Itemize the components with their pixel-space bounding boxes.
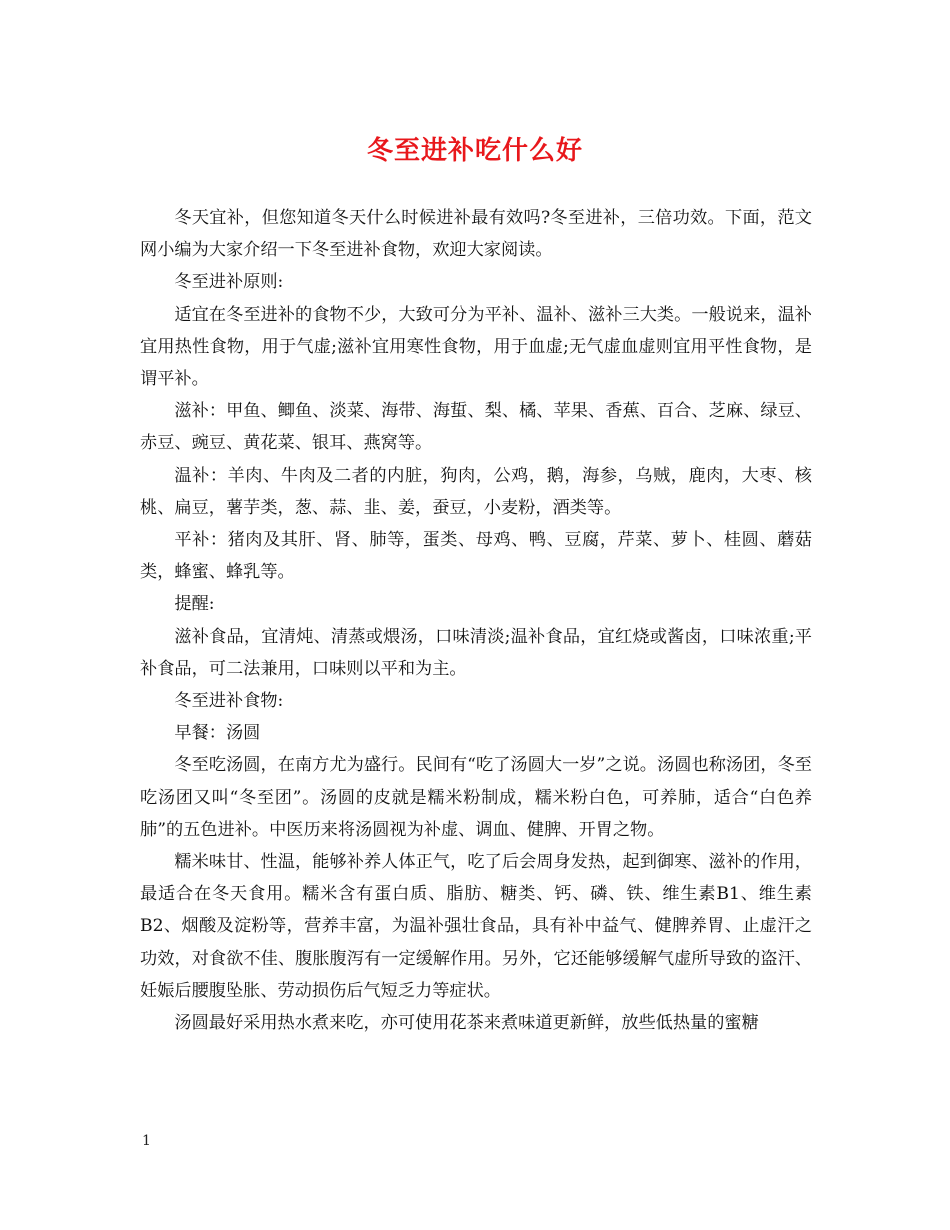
paragraph-reminder: 滋补食品，宜清炖、清蒸或煨汤，口味清淡;温补食品，宜红烧或酱卤，口味浓重;平补食品，可二法兼用，口味则以平和为主。	[140, 626, 812, 679]
paragraph-cooking: 汤圆最好采用热水煮来吃，亦可使用花茶来煮味道更新鲜，放些低热量的蜜糖	[174, 1013, 759, 1034]
page-number: 1	[142, 1133, 151, 1149]
paragraph-breakfast: 早餐：汤圆	[174, 723, 261, 744]
paragraph-tangyuan: 冬至吃汤圆，在南方尤为盛行。民间有“吃了汤圆大一岁”之说。汤圆也称汤团，冬至吃汤团又叫“冬至团”。汤圆的皮就是糯米粉制成，糯米粉白色，可养肺，适合“白色养肺”的五色进补。中医历来将汤圆视为补虚、调血、健脾、开胃之物。	[140, 755, 812, 840]
paragraph-principle: 适宜在冬至进补的食物不少，大致可分为平补、温补、滋补三大类。一般说来，温补宜用热性食物，用于气虚;滋补宜用寒性食物，用于血虚;无气虚血虚则宜用平性食物，是谓平补。	[140, 304, 812, 390]
page-title: 冬至进补吃什么好	[366, 136, 583, 166]
paragraph-principle-heading: 冬至进补原则:	[174, 272, 284, 293]
paragraph-nourishing: 滋补：甲鱼、鲫鱼、淡菜、海带、海蜇、梨、橘、苹果、香蕉、百合、芝麻、绿豆、赤豆、豌豆、黄花菜、银耳、燕窝等。	[140, 401, 812, 454]
paragraph-glutinous-rice: 糯米味甘、性温，能够补养人体正气，吃了后会周身发热，起到御寒、滋补的作用，最适合在冬天食用。糯米含有蛋白质、脂肪、糖类、钙、磷、铁、维生素B1、维生素B2、烟酸及淀粉等，营养丰富，为温补强壮食品，具有补中益气、健脾养胃、止虚汗之功效，对食欲不佳、腹胀腹泻有一定缓解作用。另外，它还能够缓解气虚所导致的盗汗、妊娠后腰腹坠胀、劳动损伤后气短乏力等症状。	[140, 852, 812, 1001]
paragraph-warming: 温补：羊肉、牛肉及二者的内脏，狗肉，公鸡，鹅，海参，乌贼，鹿肉，大枣、核桃、扁豆，薯芋类，葱、蒜、韭、姜，蚕豆，小麦粉，酒类等。	[140, 465, 812, 518]
paragraph-intro: 冬天宜补，但您知道冬天什么时候进补最有效吗?冬至进补，三倍功效。下面，范文网小编为大家介绍一下冬至进补食物，欢迎大家阅读。	[140, 208, 812, 261]
paragraph-reminder-heading: 提醒:	[174, 594, 215, 615]
paragraph-foods-heading: 冬至进补食物:	[174, 691, 284, 712]
document-body	[140, 202, 812, 1039]
paragraph-neutral: 平补：猪肉及其肝、肾、肺等，蛋类、母鸡、鸭、豆腐，芹菜、萝卜、桂圆、蘑菇类，蜂蜜、蜂乳等。	[140, 530, 812, 583]
